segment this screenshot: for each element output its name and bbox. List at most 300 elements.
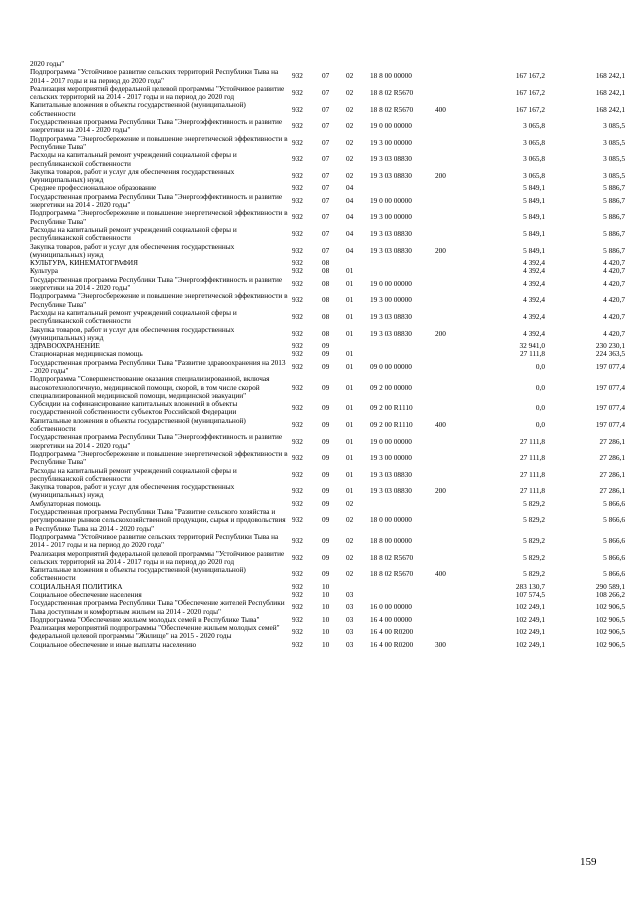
- amount-year2-cell: 27 286,1: [599, 436, 625, 446]
- row-name-cell: Капитальные вложения в объекты государственной (муниципальной) собственности: [30, 565, 246, 583]
- expense-type-cell: [435, 359, 460, 376]
- section-code-cell: 09: [322, 569, 330, 579]
- amount-year2-cell: 102 906,5: [595, 614, 625, 624]
- row-name-cell: Расходы на капитальный ремонт учреждений социальной сферы и республиканской собственности: [30, 307, 237, 326]
- amount-year2-cell: 5 866,6: [603, 569, 625, 579]
- amount-year2-cell: 4 420,7: [603, 258, 625, 268]
- row-name-cell: КУЛЬТУРА, КИНЕМАТОГРАФИЯ: [30, 258, 138, 268]
- row-name-cell: Социальное обеспечение населения: [30, 590, 142, 599]
- expense-type-cell: [435, 118, 460, 135]
- subsection-code-cell: 02: [346, 154, 354, 164]
- amount-year2-cell: 27 286,1: [599, 469, 625, 479]
- expense-type-cell: 200: [435, 486, 446, 496]
- table-row: [30, 566, 625, 583]
- subsection-code-cell: 02: [346, 171, 354, 180]
- section-code-cell: 08: [322, 328, 330, 338]
- table-row: [30, 508, 625, 533]
- amount-year2-cell: 224 363,5: [595, 349, 625, 359]
- amount-year2-cell: 197 077,4: [595, 419, 625, 429]
- section-code-cell: 09: [322, 536, 330, 546]
- table-row: [30, 641, 625, 649]
- subsection-code-cell: 01: [346, 436, 354, 446]
- amount-year2-cell: 5 866,6: [603, 498, 625, 508]
- expense-type-cell: [435, 60, 460, 68]
- target-article-cell: [370, 342, 435, 350]
- row-name-cell: Капитальные вложения в объекты государственной (муниципальной) собственности: [30, 415, 246, 434]
- target-article-cell: 18 8 02 R5670: [370, 88, 414, 98]
- target-article-cell: 19 3 00 00000: [370, 453, 412, 463]
- target-article-cell: 18 8 02 R5670: [370, 569, 414, 579]
- amount-year2-cell: 197 077,4: [595, 403, 625, 413]
- table-row: [30, 292, 625, 309]
- budget-table: [30, 60, 625, 649]
- amount-year1-cell: 5 829,2: [523, 515, 545, 525]
- subsection-code-cell: 02: [346, 71, 354, 81]
- page-number: 159: [580, 856, 597, 868]
- ministry-code-cell: 932: [292, 419, 303, 429]
- subsection-code-cell: 03: [346, 614, 354, 624]
- amount-year2-cell: 102 906,5: [595, 627, 625, 637]
- section-code-cell: 08: [322, 258, 330, 268]
- target-article-cell: 18 0 00 00000: [370, 515, 412, 525]
- section-code-cell: 07: [322, 183, 330, 193]
- amount-year2-cell: 290 589,1: [595, 581, 625, 591]
- section-code-cell: 09: [322, 498, 330, 508]
- amount-year1-cell: 32 941,0: [519, 341, 545, 351]
- table-row: [30, 135, 625, 152]
- target-article-cell: 19 3 00 00000: [370, 295, 412, 305]
- ministry-code-cell: 932: [292, 245, 303, 255]
- subsection-code-cell: 02: [346, 121, 354, 131]
- section-code-cell: 09: [322, 436, 330, 446]
- section-code-cell: 10: [322, 602, 330, 612]
- amount-year1-cell: 4 392,4: [523, 295, 545, 305]
- ministry-code-cell: 932: [292, 212, 303, 222]
- target-article-cell: [370, 350, 435, 358]
- table-row: [30, 168, 625, 185]
- amount-year1-cell: 27 111,8: [520, 436, 545, 446]
- section-code-cell: 07: [322, 121, 330, 131]
- ministry-code-cell: 932: [292, 590, 303, 599]
- amount-year1-cell: 27 111,8: [520, 453, 545, 463]
- ministry-code-cell: 932: [292, 154, 303, 164]
- row-name-cell: Реализация мероприятий федеральной целевой программы "Устойчивое развитие сельских территорий на 2014 - 2017 годы и на период до 2020 год: [30, 83, 285, 102]
- target-article-cell: 18 8 02 R5670: [370, 104, 414, 114]
- ministry-code-cell: 932: [292, 486, 303, 496]
- subsection-code-cell: 02: [346, 569, 354, 579]
- row-name-cell: Государственная программа Республики Тыва "Энергоэффективность и развитие энергетики на 2014 - 2020 годы": [30, 191, 283, 210]
- section-code-cell: 09: [322, 469, 330, 479]
- ministry-code-cell: 932: [292, 639, 303, 649]
- ministry-code-cell: 932: [292, 614, 303, 624]
- subsection-code-cell: 04: [346, 229, 354, 239]
- expense-type-cell: 200: [435, 328, 446, 338]
- row-name-cell: Среднее профессиональное образование: [30, 183, 157, 193]
- row-name-cell: Закупка товаров, работ и услуг для обеспечения государственных (муниципальных) нужд: [30, 241, 235, 259]
- amount-year2-cell: 5 886,7: [603, 212, 625, 222]
- subsection-code-cell: 02: [346, 536, 354, 546]
- section-code-cell: 09: [322, 515, 330, 525]
- amount-year1-cell: 27 111,8: [520, 349, 545, 359]
- expense-type-cell: [435, 500, 460, 508]
- ministry-code-cell: 932: [292, 627, 303, 637]
- table-row: [30, 226, 625, 243]
- expense-type-cell: [435, 259, 460, 267]
- amount-year1-cell: 167 167,2: [515, 104, 545, 114]
- target-article-cell: 19 0 00 00000: [370, 121, 412, 131]
- table-row: [30, 450, 625, 467]
- ministry-code-cell: 932: [292, 581, 303, 591]
- row-name-cell: Подпрограмма "Устойчивое развитие сельских территорий Республики Тыва на 2014 - 2017 годы и на период до 2020 года": [30, 531, 279, 550]
- amount-year2-cell: 4 420,7: [603, 328, 625, 338]
- table-row: [30, 433, 625, 450]
- ministry-code-cell: 932: [292, 403, 303, 413]
- table-row: [30, 209, 625, 226]
- amount-year2-cell: 102 906,5: [595, 639, 625, 649]
- amount-year2-cell: 4 420,7: [603, 295, 625, 305]
- ministry-code-cell: 932: [292, 171, 303, 180]
- subsection-code-cell: 04: [346, 212, 354, 222]
- amount-year1-cell: 3 065,8: [523, 121, 545, 131]
- ministry-code-cell: 932: [292, 436, 303, 446]
- target-article-cell: [370, 591, 435, 599]
- target-article-cell: 18 8 00 00000: [370, 71, 412, 81]
- amount-year1-cell: [460, 60, 545, 68]
- row-name-cell: Расходы на капитальный ремонт учреждений социальной сферы и республиканской собственности: [30, 465, 237, 483]
- expense-type-cell: 400: [435, 419, 446, 429]
- subsection-code-cell: 03: [346, 590, 354, 599]
- amount-year1-cell: 5 829,2: [523, 552, 545, 562]
- table-row: [30, 359, 625, 376]
- expense-type-cell: [435, 433, 460, 450]
- target-article-cell: 19 3 03 08830: [370, 312, 412, 322]
- ministry-code-cell: 932: [292, 121, 303, 131]
- section-code-cell: 09: [322, 453, 330, 463]
- row-name-cell: Культура: [30, 266, 58, 276]
- row-name-cell: ЗДРАВООХРАНЕНИЕ: [30, 341, 100, 351]
- section-code-cell: 07: [322, 154, 330, 164]
- amount-year1-cell: 3 065,8: [523, 171, 545, 180]
- subsection-code-cell: 04: [346, 183, 354, 193]
- table-row: [30, 417, 625, 434]
- row-name-cell: Закупка товаров, работ и услуг для обеспечения государственных (муниципальных) нужд: [30, 324, 235, 342]
- row-name-cell: Подпрограмма "Энергосбережение и повышение энергетической эффективности в Республике Тыва": [30, 133, 288, 151]
- table-row: [30, 101, 625, 118]
- amount-year2-cell: 197 077,4: [595, 361, 625, 371]
- section-code-cell: 07: [322, 88, 330, 98]
- amount-year2-cell: 168 242,1: [595, 71, 625, 81]
- expense-type-cell: [435, 350, 460, 358]
- amount-year1-cell: 4 392,4: [523, 278, 545, 288]
- expense-type-cell: [435, 624, 460, 641]
- section-code-cell: 09: [322, 486, 330, 496]
- expense-type-cell: [435, 184, 460, 192]
- subsection-code-cell: 01: [346, 361, 354, 371]
- ministry-code-cell: 932: [292, 278, 303, 288]
- subsection-code-cell: 02: [346, 515, 354, 525]
- ministry-code-cell: 932: [292, 349, 303, 359]
- section-code-cell: 09: [322, 341, 330, 351]
- amount-year2-cell: 5 866,6: [603, 552, 625, 562]
- amount-year2-cell: 168 242,1: [595, 88, 625, 98]
- table-row: [30, 276, 625, 293]
- expense-type-cell: [435, 583, 460, 591]
- row-name-cell: Подпрограмма "Энергосбережение и повышение энергетической эффективности в Республике Тыва": [30, 291, 288, 309]
- section-code-cell: 08: [322, 312, 330, 322]
- expense-type-cell: [435, 599, 460, 616]
- section-code-cell: 08: [322, 266, 330, 276]
- expense-type-cell: 400: [435, 104, 446, 114]
- subsection-code-cell: 04: [346, 245, 354, 255]
- target-article-cell: 19 3 03 08830: [370, 229, 412, 239]
- subsection-code-cell: 01: [346, 349, 354, 359]
- subsection-code-cell: 01: [346, 382, 354, 392]
- amount-year2-cell: 27 286,1: [599, 486, 625, 496]
- target-article-cell: 19 0 00 00000: [370, 436, 412, 446]
- target-article-cell: 19 3 03 08830: [370, 328, 412, 338]
- section-code-cell: 07: [322, 245, 330, 255]
- section-code-cell: [322, 60, 346, 68]
- ministry-code-cell: 932: [292, 295, 303, 305]
- amount-year2-cell: 197 077,4: [595, 382, 625, 392]
- amount-year2-cell: 5 886,7: [603, 183, 625, 193]
- ministry-code-cell: 932: [292, 266, 303, 276]
- amount-year1-cell: 167 167,2: [515, 71, 545, 81]
- section-code-cell: 09: [322, 552, 330, 562]
- subsection-code-cell: [346, 60, 370, 68]
- table-row: [30, 243, 625, 260]
- subsection-code-cell: 02: [346, 104, 354, 114]
- table-row: [30, 193, 625, 210]
- row-name-cell: Государственная программа Республики Тыва "Энергоэффективность и развитие энергетики на 2014 - 2020 годы": [30, 274, 283, 293]
- target-article-cell: 19 0 00 00000: [370, 195, 412, 205]
- target-article-cell: 19 3 03 08830: [370, 154, 412, 164]
- subsection-code-cell: 02: [346, 498, 354, 508]
- amount-year1-cell: 5 849,1: [523, 183, 545, 193]
- amount-year1-cell: 3 065,8: [523, 154, 545, 164]
- section-code-cell: 07: [322, 71, 330, 81]
- expense-type-cell: 400: [435, 569, 446, 579]
- ministry-code-cell: 932: [292, 361, 303, 371]
- expense-type-cell: [435, 533, 460, 550]
- ministry-code-cell: 932: [292, 341, 303, 351]
- section-code-cell: 07: [322, 212, 330, 222]
- row-name-cell: Капитальные вложения в объекты государственной (муниципальной) собственности: [30, 100, 246, 118]
- row-name-cell: Государственная программа Республики Тыва "Развитие сельского хозяйства и регулирование рынков сельскохозяйственной продукции, сырья и продовольствия в Республике Тыва на 2014 - 2020 годы": [30, 507, 286, 533]
- row-name-cell: Подпрограмма "Энергосбережение и повышение энергетической эффективности в Республике Тыва": [30, 208, 288, 226]
- table-row: [30, 533, 625, 550]
- target-article-cell: 09 2 00 R1110: [370, 419, 413, 429]
- amount-year1-cell: 0,0: [535, 419, 545, 429]
- table-row: [30, 68, 625, 85]
- subsection-code-cell: 01: [346, 469, 354, 479]
- amount-year2-cell: 5 886,7: [603, 245, 625, 255]
- target-article-cell: 19 3 03 08830: [370, 171, 412, 180]
- row-name-cell: Субсидии на софинансирование капитальных вложений в объекты государственной собственности субъектов Российской Федерации: [30, 399, 238, 417]
- amount-year1-cell: 27 111,8: [520, 486, 545, 496]
- section-code-cell: 09: [322, 419, 330, 429]
- subsection-code-cell: 03: [346, 627, 354, 637]
- subsection-code-cell: 01: [346, 419, 354, 429]
- amount-year1-cell: 283 130,7: [515, 581, 545, 591]
- expense-type-cell: [435, 467, 460, 484]
- target-article-cell: [370, 267, 435, 275]
- subsection-code-cell: 03: [346, 639, 354, 649]
- row-name-cell: Государственная программа Республики Тыва "Энергоэффективность и развитие энергетики на 2014 - 2020 годы": [30, 117, 283, 135]
- table-row: [30, 375, 625, 400]
- expense-type-cell: [435, 508, 460, 533]
- amount-year2-cell: 5 886,7: [603, 229, 625, 239]
- target-article-cell: [370, 500, 435, 508]
- table-row: [30, 118, 625, 135]
- expense-type-cell: 200: [435, 171, 446, 180]
- ministry-code-cell: 932: [292, 382, 303, 392]
- amount-year1-cell: 5 849,1: [523, 245, 545, 255]
- target-article-cell: [370, 583, 435, 591]
- row-name-cell: Стационарная медицинская помощь: [30, 349, 143, 359]
- section-code-cell: 10: [322, 639, 330, 649]
- amount-year1-cell: 0,0: [535, 403, 545, 413]
- table-row: [30, 326, 625, 343]
- amount-year2-cell: 3 085,5: [603, 121, 625, 131]
- expense-type-cell: [435, 226, 460, 243]
- section-code-cell: 09: [322, 382, 330, 392]
- amount-year1-cell: 167 167,2: [515, 88, 545, 98]
- table-row: [30, 550, 625, 567]
- row-name-cell: Подпрограмма "Обеспечение жильем молодых семей в Республике Тыва": [30, 614, 260, 624]
- ministry-code-cell: 932: [292, 104, 303, 114]
- ministry-code-cell: 932: [292, 195, 303, 205]
- subsection-code-cell: 01: [346, 278, 354, 288]
- table-row: [30, 624, 625, 641]
- ministry-code-cell: 932: [292, 88, 303, 98]
- row-name-cell: Амбулаторная помощь: [30, 498, 101, 508]
- amount-year1-cell: 102 249,1: [515, 639, 545, 649]
- subsection-code-cell: 04: [346, 195, 354, 205]
- amount-year2-cell: 230 230,1: [595, 341, 625, 351]
- section-code-cell: 10: [322, 614, 330, 624]
- table-row: [30, 467, 625, 484]
- subsection-code-cell: 01: [346, 312, 354, 322]
- table-row: [30, 309, 625, 326]
- row-name-cell: Государственная программа Республики Тыва "Энергоэффективность и развитие энергетики на 2014 - 2020 годы": [30, 432, 283, 450]
- amount-year1-cell: 27 111,8: [520, 469, 545, 479]
- subsection-code-cell: 01: [346, 403, 354, 413]
- expense-type-cell: [435, 292, 460, 309]
- target-article-cell: [370, 259, 435, 267]
- expense-type-cell: [435, 400, 460, 417]
- expense-type-cell: 200: [435, 245, 446, 255]
- amount-year2-cell: 102 906,5: [595, 602, 625, 612]
- amount-year1-cell: 5 849,1: [523, 229, 545, 239]
- amount-year1-cell: 102 249,1: [515, 627, 545, 637]
- amount-year2-cell: 3 085,5: [603, 154, 625, 164]
- amount-year1-cell: 0,0: [535, 382, 545, 392]
- budget-table-body: [30, 60, 625, 649]
- expense-type-cell: [435, 276, 460, 293]
- amount-year2-cell: 5 866,6: [603, 515, 625, 525]
- amount-year1-cell: 5 849,1: [523, 212, 545, 222]
- target-article-cell: 09 2 00 R1110: [370, 403, 413, 413]
- amount-year1-cell: 107 574,5: [515, 590, 545, 599]
- expense-type-cell: [435, 85, 460, 102]
- expense-type-cell: [435, 267, 460, 275]
- table-row: [30, 483, 625, 500]
- table-row: [30, 85, 625, 102]
- row-name-cell: Подпрограмма "Совершенствование оказания специализированной, включая высокотехнологичную, медицинской помощи, скорой, в том числе скорой специализированной медицинской помощи, медицинской эвакуации": [30, 374, 270, 400]
- subsection-code-cell: 01: [346, 266, 354, 276]
- ministry-code-cell: 932: [292, 602, 303, 612]
- section-code-cell: 10: [322, 581, 330, 591]
- amount-year1-cell: 3 065,8: [523, 137, 545, 147]
- expense-type-cell: 300: [435, 639, 446, 649]
- ministry-code-cell: 932: [292, 569, 303, 579]
- amount-year1-cell: 4 392,4: [523, 266, 545, 276]
- target-article-cell: [370, 184, 435, 192]
- amount-year2-cell: 4 420,7: [603, 312, 625, 322]
- ministry-code-cell: 932: [292, 183, 303, 193]
- ministry-code-cell: 932: [292, 515, 303, 525]
- target-article-cell: 16 4 00 00000: [370, 614, 412, 624]
- amount-year1-cell: 0,0: [535, 361, 545, 371]
- target-article-cell: [370, 60, 435, 68]
- row-name-cell: Реализация мероприятий федеральной целевой программы "Устойчивое развитие сельских территорий на 2014 - 2017 годы и на период до 2020 год: [30, 548, 285, 566]
- target-article-cell: 16 4 00 R0200: [370, 627, 414, 637]
- target-article-cell: 09 0 00 00000: [370, 361, 412, 371]
- row-name-cell: Подпрограмма "Устойчивое развитие сельских территорий Республики Тыва на 2014 - 2017 годы и на период до 2020 года": [30, 67, 279, 85]
- expense-type-cell: [435, 68, 460, 85]
- amount-year2-cell: 5 886,7: [603, 195, 625, 205]
- amount-year2-cell: 4 420,7: [603, 278, 625, 288]
- section-code-cell: 10: [322, 590, 330, 599]
- section-code-cell: 09: [322, 361, 330, 371]
- expense-type-cell: [435, 591, 460, 599]
- target-article-cell: 19 3 00 00000: [370, 212, 412, 222]
- section-code-cell: 08: [322, 278, 330, 288]
- row-name-cell: Государственная программа Республики Тыва "Обеспечение жителей Республики Тыва доступным и комфортным жильем на 2014 - 2020 годы": [30, 598, 285, 616]
- subsection-code-cell: 03: [346, 602, 354, 612]
- subsection-code-cell: 02: [346, 552, 354, 562]
- subsection-code-cell: 01: [346, 486, 354, 496]
- section-code-cell: 07: [322, 229, 330, 239]
- target-article-cell: 18 8 02 R5670: [370, 552, 414, 562]
- section-code-cell: 07: [322, 171, 330, 180]
- amount-year2-cell: 168 242,1: [595, 104, 625, 114]
- ministry-code-cell: 932: [292, 71, 303, 81]
- amount-year1-cell: 102 249,1: [515, 614, 545, 624]
- section-code-cell: 08: [322, 295, 330, 305]
- section-code-cell: 07: [322, 137, 330, 147]
- section-code-cell: 09: [322, 349, 330, 359]
- ministry-code-cell: 932: [292, 229, 303, 239]
- ministry-code-cell: 932: [292, 469, 303, 479]
- subsection-code-cell: 01: [346, 295, 354, 305]
- expense-type-cell: [435, 375, 460, 400]
- amount-year2-cell: 3 085,5: [603, 137, 625, 147]
- target-article-cell: 09 2 00 00000: [370, 382, 412, 392]
- row-name-cell: Расходы на капитальный ремонт учреждений социальной сферы и республиканской собственности: [30, 150, 237, 168]
- amount-year2-cell: 3 085,5: [603, 171, 625, 180]
- amount-year2-cell: [545, 60, 625, 68]
- ministry-code-cell: 932: [292, 258, 303, 268]
- subsection-code-cell: 01: [346, 453, 354, 463]
- amount-year2-cell: 4 420,7: [603, 266, 625, 276]
- row-name-cell: Закупка товаров, работ и услуг для обеспечения государственных (муниципальных) нужд: [30, 482, 235, 500]
- section-code-cell: 07: [322, 104, 330, 114]
- section-code-cell: 07: [322, 195, 330, 205]
- ministry-code-cell: [292, 60, 322, 68]
- subsection-code-cell: 01: [346, 328, 354, 338]
